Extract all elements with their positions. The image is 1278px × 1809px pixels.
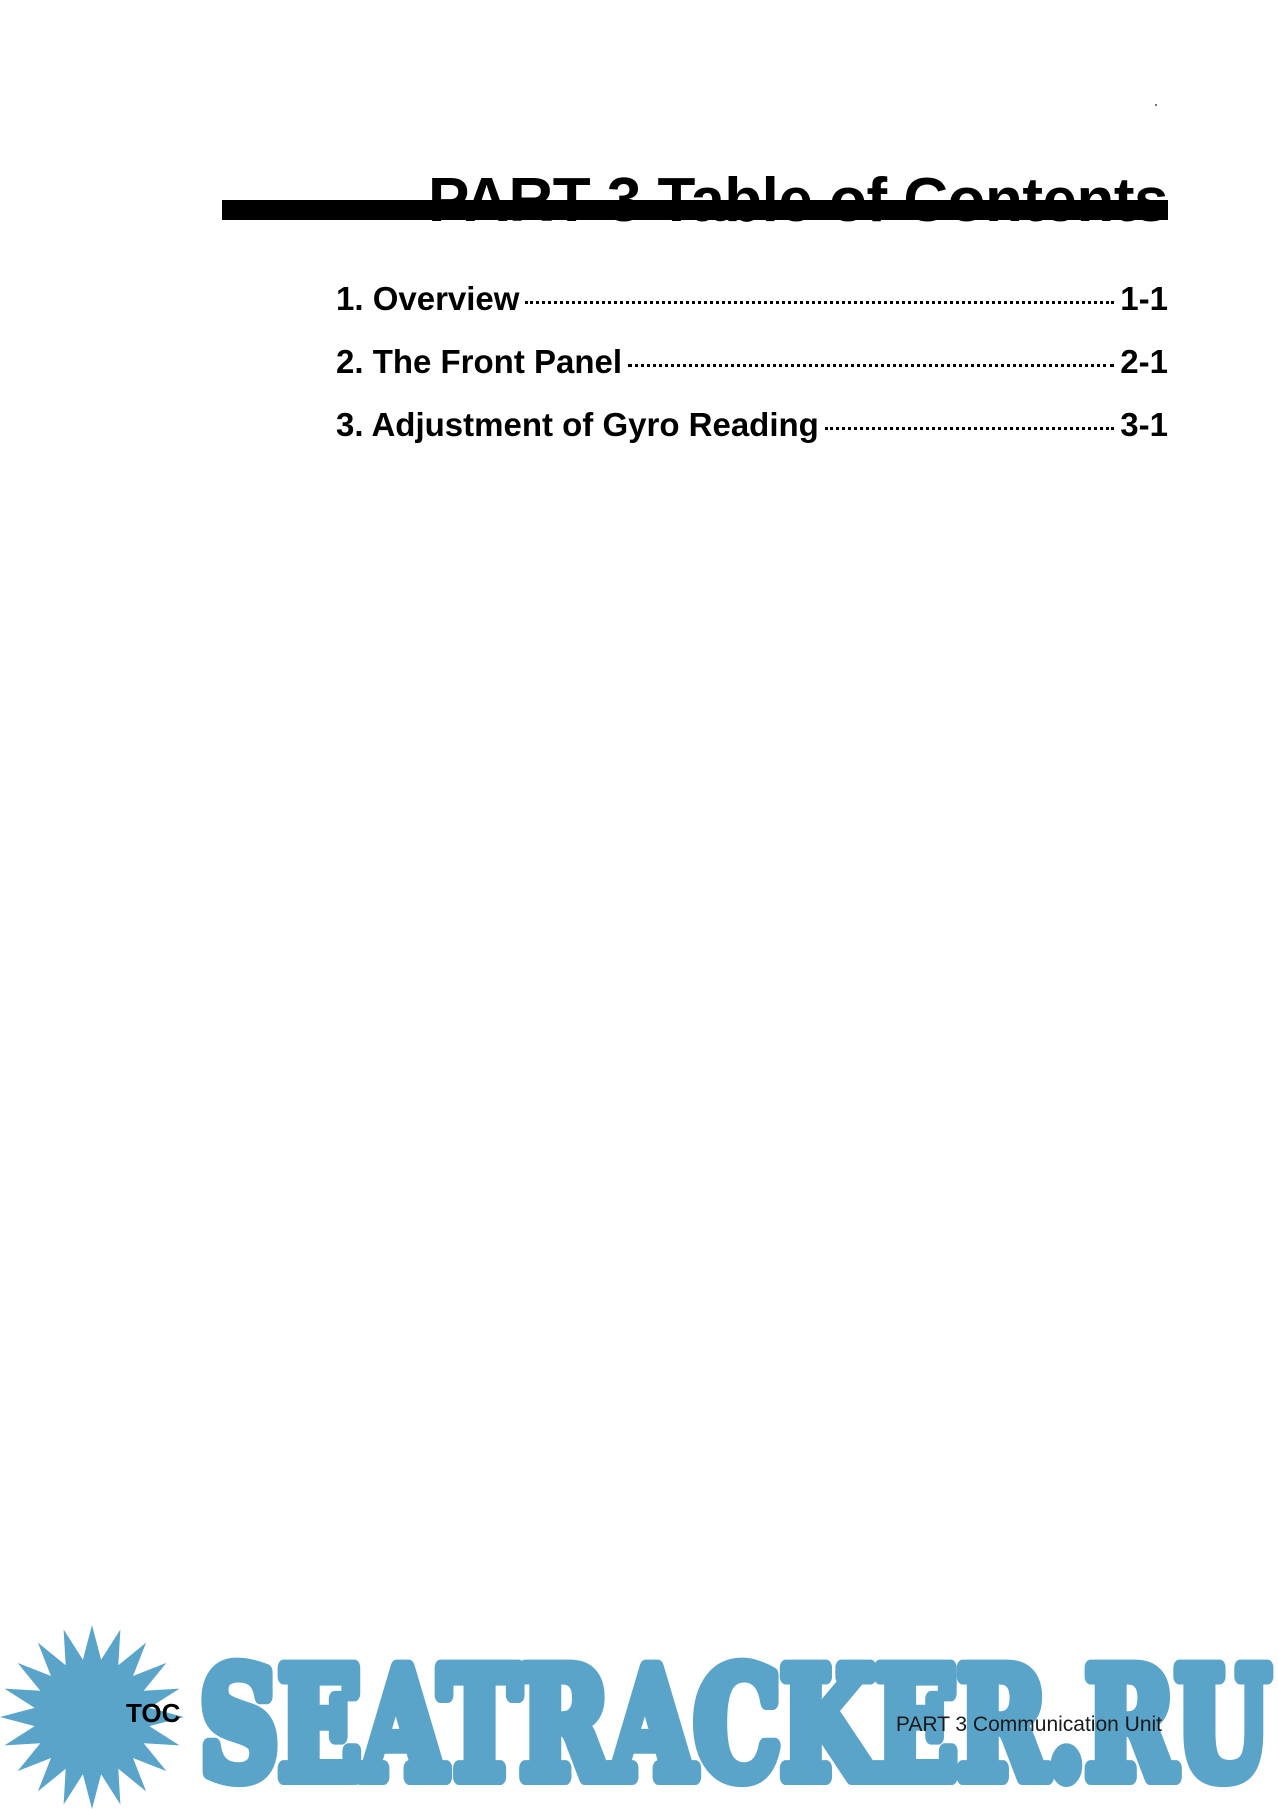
toc-dot-leader	[628, 364, 1114, 367]
toc-entry-overview[interactable]	[336, 280, 1168, 343]
toc-entry-label[interactable]: 2. The Front Panel	[336, 343, 623, 380]
footer-section-label: PART 3 Communication Unit	[895, 1713, 1162, 1736]
toc-list	[336, 280, 1168, 469]
toc-entry-page[interactable]: 3-1	[1120, 406, 1168, 443]
toc-dot-leader	[525, 301, 1114, 304]
footer-toc-link[interactable]: TOC	[126, 1698, 181, 1728]
toc-entry-label[interactable]: 1. Overview	[336, 280, 520, 317]
title-rule	[222, 200, 1168, 220]
toc-entry-label[interactable]: 3. Adjustment of Gyro Reading	[336, 406, 819, 443]
svg-text:SEATRACKER.RU: SEATRACKER.RU	[200, 1645, 1270, 1795]
toc-dot-leader	[825, 427, 1114, 430]
svg-text:SEATRACKER.RU: SEATRACKER.RU	[200, 1645, 1270, 1795]
toc-entry-page[interactable]: 1-1	[1120, 280, 1168, 317]
scan-speck	[1155, 104, 1157, 106]
toc-entry-gyro-adjustment[interactable]	[336, 406, 1168, 469]
toc-entry-page[interactable]: 2-1	[1120, 343, 1168, 380]
toc-entry-front-panel[interactable]	[336, 343, 1168, 406]
